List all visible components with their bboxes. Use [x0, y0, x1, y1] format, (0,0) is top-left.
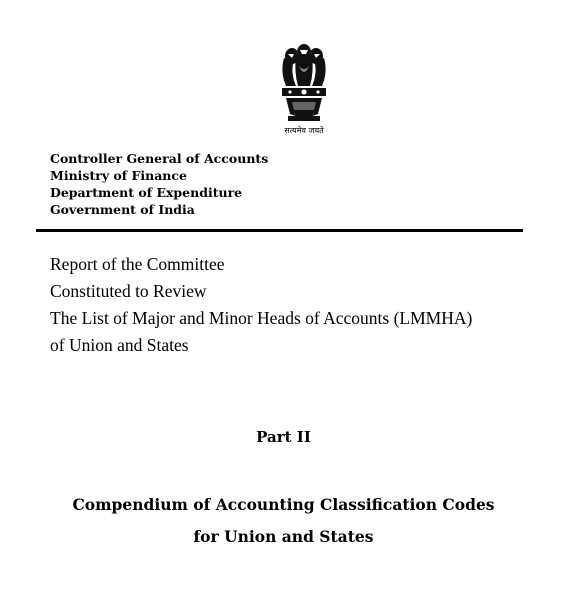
- report-title-block: [50, 251, 472, 359]
- organization-block: [50, 150, 268, 218]
- report-line: of Union and States: [50, 335, 189, 355]
- org-line: Ministry of Finance: [50, 168, 187, 183]
- org-line: Government of India: [50, 202, 195, 217]
- emblem-motto: सत्यमेव जयते: [284, 126, 324, 135]
- horizontal-rule: [36, 229, 523, 232]
- compendium-line: for Union and States: [193, 527, 374, 546]
- part-label: Part II: [256, 428, 311, 446]
- org-line: Controller General of Accounts: [50, 151, 269, 166]
- org-line: Department of Expenditure: [50, 185, 243, 200]
- compendium-title: [0, 489, 567, 553]
- report-line: Report of the Committee: [50, 254, 225, 274]
- report-line: The List of Major and Minor Heads of Accounts (LMMHA): [50, 308, 473, 328]
- report-line: Constituted to Review: [50, 281, 207, 301]
- compendium-line: Compendium of Accounting Classification Codes: [72, 495, 495, 514]
